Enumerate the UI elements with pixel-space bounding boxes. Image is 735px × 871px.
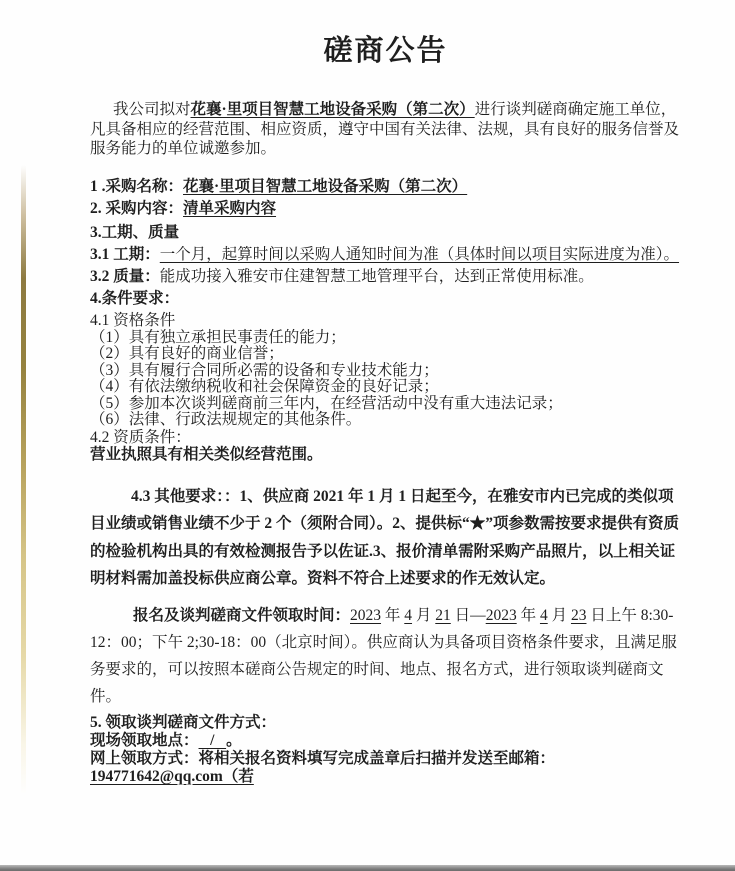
registration-label: 报名及谈判磋商文件领取时间： — [133, 606, 351, 624]
intro-project-name: 花襄·里项目智慧工地设备采购（第二次） — [190, 101, 475, 118]
quality-value: 能成功接入雅安市住建智慧工地管理平台，达到正常使用标准。 — [159, 267, 594, 285]
purchase-name-line — [90, 176, 681, 198]
intro-pre: 我公司拟对 — [113, 101, 191, 118]
date-segment: 21 — [435, 606, 451, 624]
section-3-1-line — [90, 242, 681, 264]
intro-post: 进行谈判磋商确定施工单位，凡具备相应的经营范围、相应资质，遵守中国有关法律、法规，具有良好的服务信誉及服务能力的单位诚邀参加。 — [90, 101, 680, 157]
section-5-heading: 5. 领取谈判磋商文件方式： — [90, 713, 277, 731]
scan-bottom-edge-artifact — [0, 865, 735, 871]
onsite-pickup-suffix: 。 — [226, 731, 242, 749]
date-segment: 2023 — [350, 606, 382, 624]
date-segment: 日— — [450, 606, 486, 624]
qualification-item: （2）具有良好的商业信誉； — [90, 345, 284, 362]
section-4-3-paragraph — [90, 483, 681, 593]
purchase-name-label: 1 .采购名称： — [90, 177, 184, 195]
registration-paragraph — [90, 602, 681, 710]
purchase-content-line — [90, 198, 681, 220]
online-pickup-line — [90, 750, 681, 786]
qualification-item: （1）具有独立承担民事责任的能力； — [90, 328, 346, 346]
intro-paragraph — [90, 100, 681, 159]
section-3-2-line — [90, 264, 681, 286]
quality-label: 3.2 质量： — [90, 267, 160, 285]
purchase-content-label: 2. 采购内容： — [90, 199, 184, 217]
onsite-pickup-value: / — [198, 731, 227, 749]
onsite-pickup-line — [90, 732, 681, 750]
qualification-item: （6）法律、行政法规规定的其他条件。 — [90, 411, 362, 428]
date-segment: 23 — [570, 606, 587, 624]
registration-tail-text: 日上午 8:30-12：00；下午 2;30-18：00（北京时间）。供应商认为具备项目资格条件要求，且满足服务要求的，可以按照本磋商公告规定的时间、地点、报名方式，进行领取谈判磋商文件。 — [90, 606, 677, 705]
date-segment: 月 — [547, 606, 571, 624]
other-requirements-value: ：1、供应商 2021 年 1 月 1 日起至今，在雅安市内已完成的类似项目业绩或销售业绩不少于 2 个（须附合同）。2、提供标“★”项参数需按要求提供有资质的检验机构出具的有效检测报告予以佐证.3、报价清单需附采购产品照片，以上相关证明材料需加盖投标供应商公章。资料不符合上述要求的作无效认定。 — [90, 487, 680, 587]
date-segment: 4 — [539, 606, 548, 624]
qualification-item: （4）有依法缴纳税收和社会保障资金的良好记录； — [90, 378, 439, 395]
date-segment: 月 — [412, 606, 436, 624]
onsite-pickup-label: 现场领取地点： — [90, 731, 199, 749]
date-segment: 年 — [381, 606, 405, 624]
purchase-name-value: 花襄·里项目智慧工地设备采购（第二次） — [183, 177, 468, 195]
online-pickup-text: 将相关报名资料填写完成盖章后扫描并发送至邮箱： — [198, 749, 556, 767]
section-4-heading: 4.条件要求： — [90, 289, 180, 307]
qualification-item: （5）参加本次谈判磋商前三年内，在经营活动中没有重大违法记录； — [90, 394, 563, 412]
date-segment: 2023 — [485, 606, 517, 624]
page-title: 磋商公告 — [323, 35, 448, 67]
duration-value: 一个月，起算时间以采购人通知时间为准（具体时间以项目实际进度为准）。 — [159, 245, 680, 263]
section-4-1-heading: 4.1 资格条件 — [90, 311, 176, 329]
qualification-item: （3）具有履行合同所必需的设备和专业技术能力； — [90, 361, 439, 379]
credential-value: 营业执照具有相关类似经营范围。 — [90, 445, 323, 463]
duration-label: 3.1 工期： — [90, 245, 160, 263]
section-3-heading: 3.工期、质量 — [90, 223, 180, 241]
online-pickup-email: 194771642@qq.com（若 — [90, 767, 254, 785]
date-segment: 4 — [404, 606, 413, 624]
online-pickup-label: 网上领取方式： — [90, 749, 199, 767]
purchase-content-value: 清单采购内容 — [183, 199, 277, 217]
other-requirements-label: 4.3 其他要求： — [131, 487, 225, 505]
date-segment: 年 — [516, 606, 540, 624]
section-4-2-heading: 4.2 资质条件： — [90, 428, 191, 446]
